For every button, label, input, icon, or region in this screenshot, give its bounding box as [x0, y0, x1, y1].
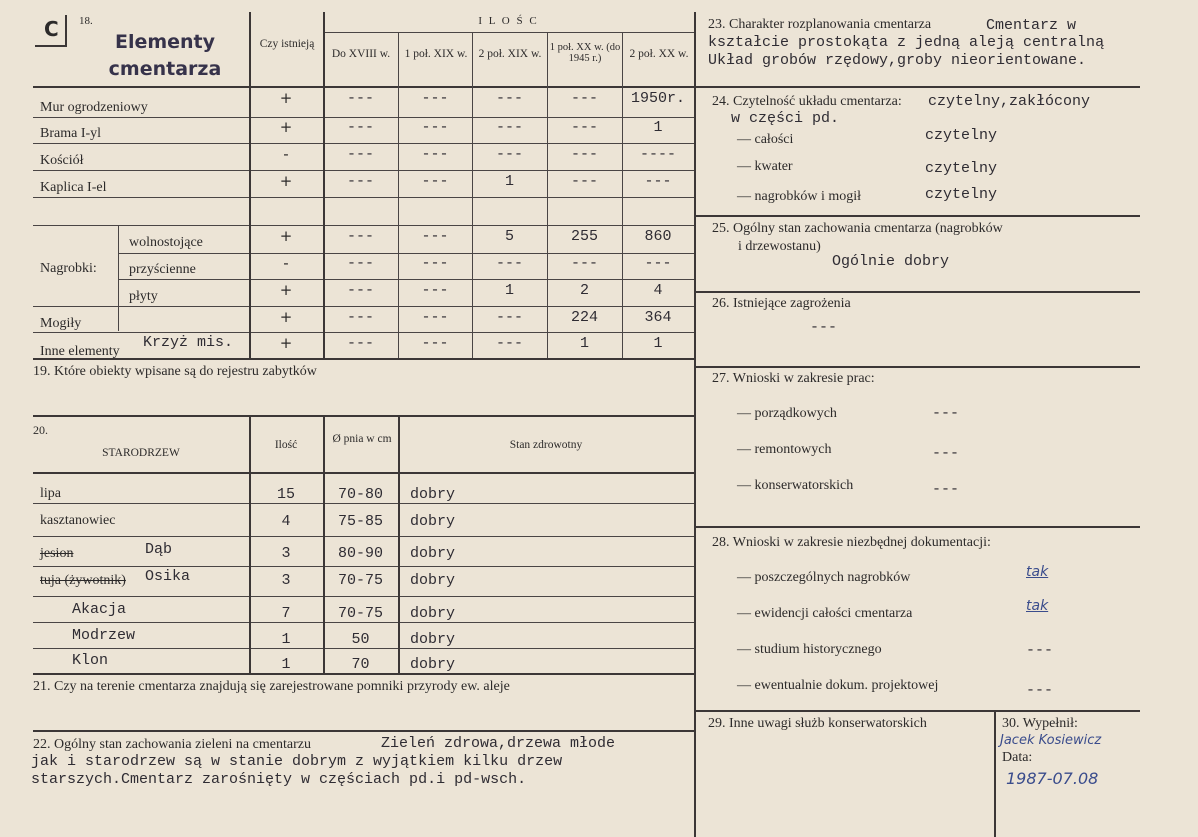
- threats-typed: ---: [810, 319, 838, 336]
- docs-item-value: tak: [1026, 564, 1049, 580]
- quantity-cell: 1: [504, 282, 514, 299]
- exists-cell: +: [279, 227, 293, 245]
- section-title-line1: Elementy: [114, 31, 216, 53]
- divider: [694, 526, 1140, 528]
- tree-printed-name: lipa: [40, 486, 61, 501]
- tree-diameter: 70: [351, 656, 370, 673]
- layout-typed-2: kształcie prostokąta z jedną aleją centralną: [708, 34, 1105, 51]
- column-header-period-2: 1 poł. XIX w.: [404, 48, 468, 60]
- section-30-label: 30. Wypełnił:: [1002, 716, 1078, 731]
- tree-count: 15: [276, 486, 295, 503]
- quantity-cell: 255: [570, 228, 598, 245]
- quantity-cell: 1: [579, 335, 589, 352]
- exists-cell: +: [279, 118, 293, 136]
- element-label: przyścienne: [129, 262, 196, 277]
- quantity-cell: ----: [639, 146, 676, 163]
- exists-cell: -: [283, 145, 289, 163]
- tree-diameter: 70-75: [337, 572, 383, 589]
- quantity-cell: 1: [653, 119, 663, 136]
- divider: [323, 32, 694, 33]
- tree-diameter: 50: [351, 631, 370, 648]
- divider: [33, 566, 694, 567]
- works-item-value: ---: [932, 405, 960, 422]
- exists-cell: +: [279, 281, 293, 299]
- divider: [118, 279, 694, 280]
- divider: [33, 86, 694, 88]
- column-header-period-1: Do XVIII w.: [331, 48, 391, 60]
- column-header-exists: Czy istnieją: [259, 38, 315, 50]
- docs-item-value: ---: [1026, 682, 1054, 699]
- element-label: Kościół: [40, 153, 84, 168]
- works-item-label: — remontowych: [737, 442, 832, 457]
- divider: [33, 197, 694, 198]
- tree-printed-name: kasztanowiec: [40, 513, 116, 528]
- tree-typed-name: Modrzew: [72, 627, 136, 644]
- layout-typed-1: Cmentarz w: [986, 17, 1077, 34]
- legibility-item-value: czytelny: [925, 160, 998, 177]
- works-item-label: — porządkowych: [737, 406, 837, 421]
- divider: [694, 12, 696, 837]
- quantity-cell: 5: [504, 228, 514, 245]
- quantity-cell: ---: [421, 228, 449, 245]
- legibility-typed-2: w części pd.: [731, 110, 840, 127]
- quantity-cell: ---: [421, 282, 449, 299]
- section-19-label: 19. Które obiekty wpisane są do rejestru zabytków: [33, 364, 317, 379]
- quantity-cell: ---: [421, 119, 449, 136]
- docs-item-label: — ewidencji całości cmentarza: [737, 606, 913, 621]
- docs-item-label: — poszczególnych nagrobków: [737, 570, 911, 585]
- tree-diameter: 70-80: [337, 486, 383, 503]
- divider: [33, 306, 694, 307]
- tree-printed-name: tuja (żywotnik): [40, 573, 126, 588]
- element-label: Brama I-yl: [40, 126, 102, 141]
- divider: [398, 415, 400, 673]
- element-label: płyty: [129, 289, 158, 304]
- section-title-line2: cmentarza: [108, 58, 222, 80]
- tree-health: dobry: [410, 545, 456, 562]
- section-29-label: 29. Inne uwagi służb konserwatorskich: [708, 716, 927, 731]
- tree-typed-name: Klon: [72, 652, 109, 669]
- divider: [33, 730, 694, 732]
- divider: [33, 358, 694, 360]
- divider: [118, 225, 119, 331]
- quantity-cell: ---: [346, 228, 374, 245]
- quantity-cell: ---: [495, 255, 523, 272]
- divider: [33, 225, 694, 226]
- quantity-cell: ---: [346, 146, 374, 163]
- legibility-item-label: — całości: [737, 132, 794, 147]
- legibility-typed-1: czytelny,zakłócony: [928, 93, 1091, 110]
- quantity-cell: ---: [421, 309, 449, 326]
- section-25-label-1: 25. Ogólny stan zachowania cmentarza (nagrobków: [712, 221, 1003, 236]
- quantity-cell: 4: [653, 282, 663, 299]
- quantity-cell: ---: [346, 335, 374, 352]
- quantity-cell: ---: [570, 146, 598, 163]
- legibility-item-label: — nagrobków i mogił: [737, 189, 862, 204]
- divider: [694, 86, 1140, 88]
- section-27-label: 27. Wnioski w zakresie prac:: [712, 371, 875, 386]
- tree-health: dobry: [410, 631, 456, 648]
- exists-cell: +: [279, 172, 293, 190]
- divider: [33, 472, 694, 474]
- quantity-cell: 2: [579, 282, 589, 299]
- divider: [33, 503, 694, 504]
- divider: [33, 536, 694, 537]
- section-24-label: 24. Czytelność układu cmentarza:: [712, 94, 902, 109]
- element-label: Mur ogrodzeniowy: [40, 100, 148, 115]
- general-condition-typed: Ogólnie dobry: [832, 253, 950, 270]
- tree-diameter: 70-75: [337, 605, 383, 622]
- docs-item-value: tak: [1026, 598, 1049, 614]
- section-23-label: 23. Charakter rozplanowania cmentarza: [708, 17, 932, 32]
- quantity-cell: ---: [421, 173, 449, 190]
- divider: [118, 253, 694, 254]
- quantity-cell: ---: [421, 146, 449, 163]
- divider: [33, 170, 694, 171]
- column-header-health: Stan zdrowotny: [509, 439, 583, 451]
- tree-count: 1: [281, 631, 291, 648]
- divider: [33, 415, 694, 417]
- section-25-label-2: i drzewostanu): [738, 239, 821, 254]
- divider: [33, 648, 694, 649]
- section-number: 18.: [79, 15, 93, 27]
- tree-count: 7: [281, 605, 291, 622]
- tree-diameter: 80-90: [337, 545, 383, 562]
- quantity-cell: ---: [421, 90, 449, 107]
- element-label: Inne elementy: [40, 344, 120, 359]
- section-20-number: 20.: [33, 423, 48, 437]
- exists-cell: -: [283, 254, 289, 272]
- other-elements-typed: Krzyż mis.: [143, 334, 234, 351]
- divider: [33, 622, 694, 623]
- tree-count: 4: [281, 513, 291, 530]
- date-label: Data:: [1002, 750, 1033, 765]
- column-header-period-5: 2 poł. XX w.: [629, 48, 689, 60]
- layout-typed-3: Układ grobów rzędowy,groby nieorientowane.: [708, 52, 1087, 69]
- element-label: wolnostojące: [129, 235, 203, 250]
- tree-health: dobry: [410, 572, 456, 589]
- quantity-cell: ---: [495, 309, 523, 326]
- tree-printed-name: jesion: [40, 546, 74, 561]
- quantity-cell: ---: [421, 255, 449, 272]
- works-item-label: — konserwatorskich: [737, 478, 854, 493]
- tree-health: dobry: [410, 656, 456, 673]
- tree-health: dobry: [410, 486, 456, 503]
- tree-typed-name: Osika: [145, 568, 191, 585]
- quantity-cell: ---: [570, 90, 598, 107]
- quantity-cell: ---: [421, 335, 449, 352]
- divider: [994, 710, 996, 837]
- divider: [33, 673, 694, 675]
- quantity-cell: ---: [495, 90, 523, 107]
- section-22-label: 22. Ogólny stan zachowania zieleni na cmentarzu: [33, 737, 311, 752]
- quantity-cell: 364: [644, 309, 672, 326]
- tree-typed-name: Dąb: [145, 541, 173, 558]
- nagrobki-label: Nagrobki:: [40, 261, 97, 276]
- divider: [694, 215, 1140, 217]
- greenery-text-line2: jak i starodrzew są w stanie dobrym z wyjątkiem kilku drzew: [31, 753, 563, 770]
- column-header-ilosc: I L O Ś C: [478, 15, 539, 27]
- tree-count: 1: [281, 656, 291, 673]
- column-header-diameter: Ø pnia w cm: [332, 433, 392, 445]
- divider: [33, 332, 694, 333]
- docs-item-label: — studium historycznego: [737, 642, 882, 657]
- divider: [694, 366, 1140, 368]
- signature: Jacek Kosiewicz: [1000, 733, 1102, 748]
- quantity-cell: 1950r.: [630, 90, 685, 107]
- quantity-cell: ---: [570, 119, 598, 136]
- greenery-text-line1: Zieleń zdrowa,drzewa młode: [381, 735, 616, 752]
- tree-health: dobry: [410, 605, 456, 622]
- tree-typed-name: Akacja: [72, 601, 127, 618]
- divider: [694, 710, 1140, 712]
- quantity-cell: ---: [644, 255, 672, 272]
- element-label: Mogiły: [40, 316, 82, 331]
- quantity-cell: ---: [346, 282, 374, 299]
- exists-cell: +: [279, 89, 293, 107]
- quantity-cell: ---: [346, 90, 374, 107]
- section-badge: C: [44, 17, 59, 41]
- column-header-count: Ilość: [274, 439, 298, 451]
- divider: [694, 291, 1140, 293]
- quantity-cell: 860: [644, 228, 672, 245]
- works-item-value: ---: [932, 481, 960, 498]
- legibility-item-label: — kwater: [737, 159, 793, 174]
- divider: [33, 596, 694, 597]
- date-value: 1987-07.08: [1006, 769, 1099, 788]
- docs-item-value: ---: [1026, 642, 1054, 659]
- section-28-label: 28. Wnioski w zakresie niezbędnej dokumentacji:: [712, 535, 991, 550]
- quantity-cell: ---: [644, 173, 672, 190]
- column-header-starodrzew: STARODRZEW: [102, 447, 180, 459]
- section-26-label: 26. Istniejące zagrożenia: [712, 296, 851, 311]
- greenery-text-line3: starszych.Cmentarz zarośnięty w częściach pd.i pd-wsch.: [31, 771, 527, 788]
- legibility-item-value: czytelny: [925, 127, 998, 144]
- quantity-cell: ---: [495, 335, 523, 352]
- quantity-cell: 224: [570, 309, 598, 326]
- quantity-cell: ---: [570, 255, 598, 272]
- tree-health: dobry: [410, 513, 456, 530]
- quantity-cell: ---: [346, 119, 374, 136]
- quantity-cell: ---: [495, 119, 523, 136]
- element-label: Kaplica I-el: [40, 180, 107, 195]
- quantity-cell: ---: [570, 173, 598, 190]
- exists-cell: +: [279, 334, 293, 352]
- works-item-value: ---: [932, 445, 960, 462]
- quantity-cell: 1: [504, 173, 514, 190]
- divider: [33, 117, 694, 118]
- tree-count: 3: [281, 545, 291, 562]
- quantity-cell: ---: [346, 255, 374, 272]
- exists-cell: +: [279, 308, 293, 326]
- quantity-cell: ---: [346, 173, 374, 190]
- divider: [33, 143, 694, 144]
- tree-diameter: 75-85: [337, 513, 383, 530]
- column-header-period-3: 2 poł. XIX w.: [478, 48, 542, 60]
- quantity-cell: 1: [653, 335, 663, 352]
- docs-item-label: — ewentualnie dokum. projektowej: [737, 678, 939, 693]
- quantity-cell: ---: [495, 146, 523, 163]
- legibility-item-value: czytelny: [925, 186, 998, 203]
- column-header-period-4: 1 poł. XX w. (do 1945 r.): [549, 42, 621, 65]
- quantity-cell: ---: [346, 309, 374, 326]
- tree-count: 3: [281, 572, 291, 589]
- section-21-label: 21. Czy na terenie cmentarza znajdują się zarejestrowane pomniki przyrody ew. aleje: [33, 679, 510, 694]
